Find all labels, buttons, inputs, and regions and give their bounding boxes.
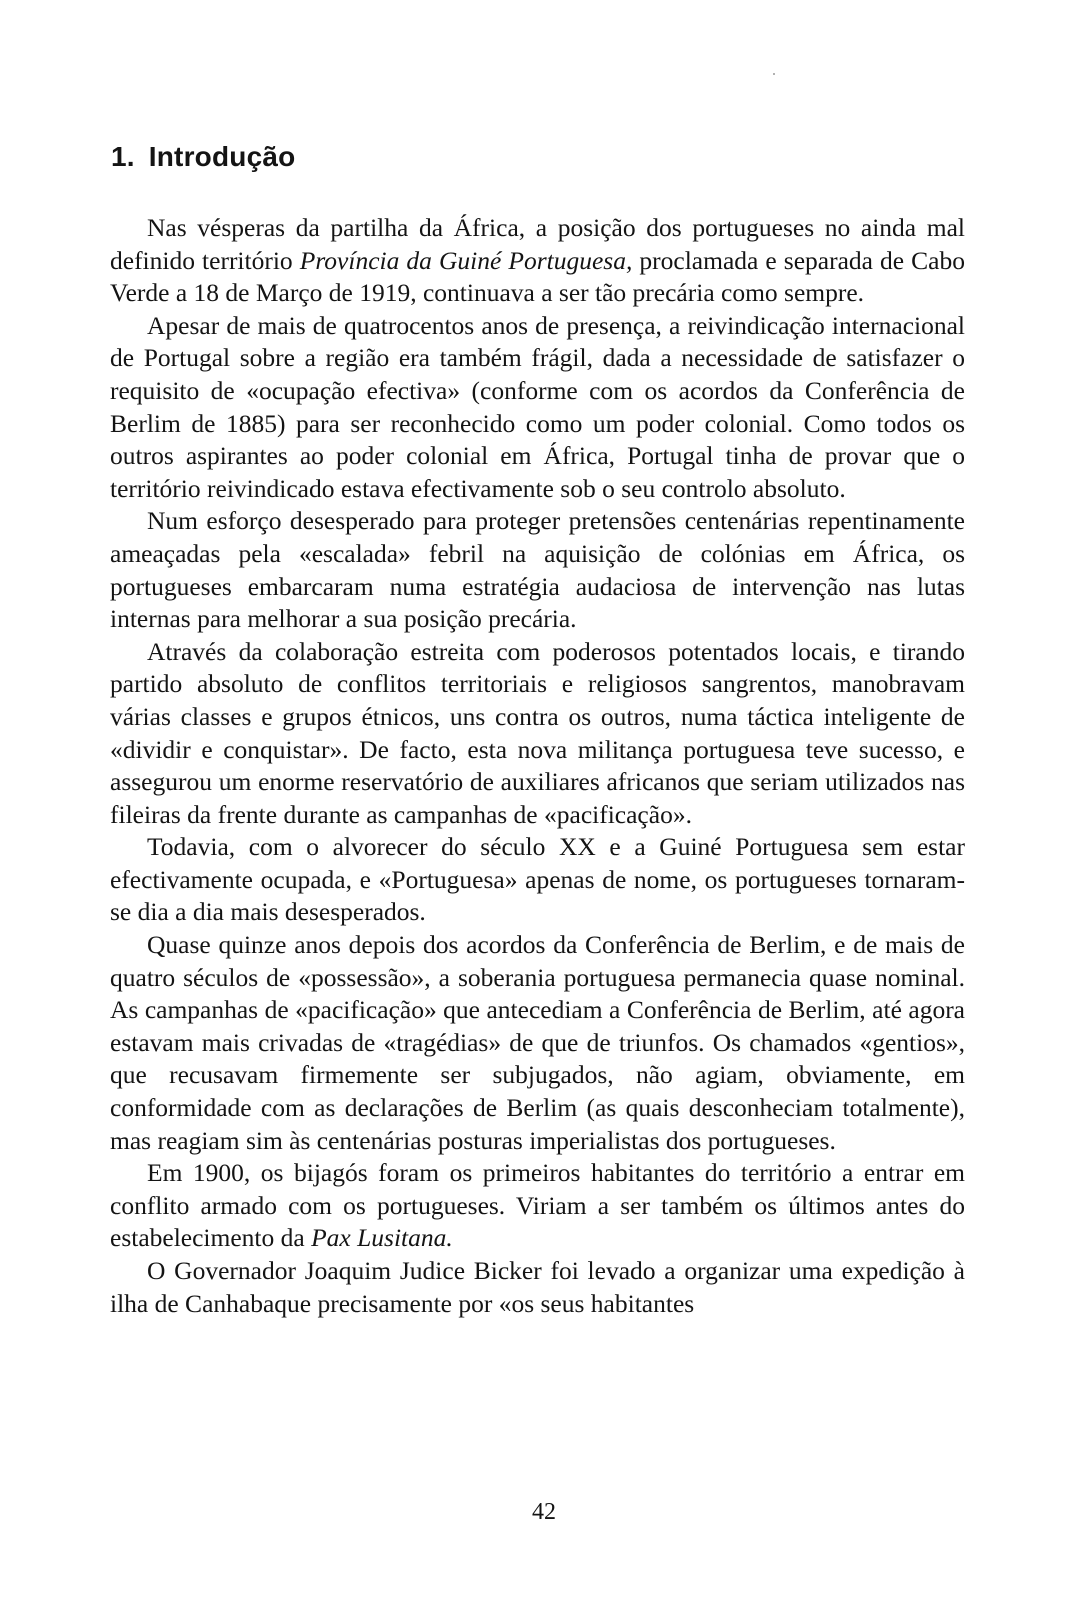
text-run: Todavia, com o alvorecer do século XX e a Guiné Portuguesa sem estar efectivamente ocupada, e «Portuguesa» apenas de nome, os portugueses tornaram-se dia a dia mais desesperados. — [110, 832, 965, 927]
page-number: 42 — [532, 1499, 556, 1525]
paragraph — [110, 310, 965, 506]
scan-speck — [773, 73, 775, 75]
text-run: Nas vésperas da partilha da África, a posição dos portugueses no ainda mal definido território — [110, 213, 965, 275]
paragraph — [110, 636, 965, 832]
section-number: 1. — [111, 141, 135, 172]
italic-text: Pax Lusitana. — [311, 1223, 453, 1253]
paragraph — [110, 505, 965, 635]
italic-text: Província da Guiné Portuguesa, — [299, 245, 633, 275]
paragraph — [110, 1255, 965, 1320]
section-title: Introdução — [148, 141, 296, 172]
text-run: Apesar de mais de quatrocentos anos de presença, a reivindicação internacional de Portugal sobre a região era também frágil, dada a necessidade de satisfazer o requisito de «ocupação efectiva» (conforme com os acordos da Conferência de Berlim de 1885) para ser reconhecido como um poder colonial. Como todos os outros aspirantes ao poder colonial em África, Portugal tinha de provar que o território reivindicado estava efectivamente sob o seu controlo absoluto. — [110, 310, 965, 503]
text-run: Quase quinze anos depois dos acordos da Conferência de Berlim, e de mais de quatro séculos de «possessão», a soberania portuguesa permanecia quase nominal. As campanhas de «pacificação» que antecediam a Conferência de Berlim, até agora estavam mais crivadas de «tragédias» de que de triunfos. Os chamados «gentios», que recusavam firmemente ser subjugados, não agiam, obviamente, em conformidade com as declarações de Berlim (as quais desconheciam totalmente), mas reagiam sim às centenárias posturas imperialistas dos portugueses. — [110, 930, 965, 1155]
text-run: proclamada e separada de Cabo Verde a 18 de Março de 1919, continuava a ser tão precária como sempre. — [110, 245, 965, 308]
paragraph — [110, 831, 965, 929]
paragraph — [110, 929, 965, 1157]
text-run: O Governador Joaquim Judice Bicker foi levado a organizar uma expedição à ilha de Canhabaque precisamente por «os seus habitantes — [110, 1256, 965, 1318]
paragraph — [110, 212, 965, 310]
text-run: Em 1900, os bijagós foram os primeiros habitantes do território a entrar em conflito armado com os portugueses. Viriam a ser também os últimos antes do estabelecimento da — [110, 1158, 965, 1253]
paragraph — [110, 1157, 965, 1255]
section-heading — [111, 141, 295, 173]
body-text — [110, 212, 965, 1320]
text-run: Num esforço desesperado para proteger pretensões centenárias repentinamente ameaçadas pela «escalada» febril na aquisição de colónias em África, os portugueses embarcaram numa estratégia audaciosa de intervenção nas lutas internas para melhorar a sua posição precária. — [110, 506, 965, 634]
text-run: Através da colaboração estreita com poderosos potentados locais, e tirando partido absoluto de conflitos territoriais e religiosos sangrentos, manobravam várias classes e grupos étnicos, uns contra os outros, numa táctica inteligente de «dividir e conquistar». De facto, esta nova militança portuguesa teve sucesso, e assegurou um enorme reservatório de auxiliares africanos que seriam utilizados nas fileiras da frente durante as campanhas de «pacificação». — [110, 636, 965, 829]
